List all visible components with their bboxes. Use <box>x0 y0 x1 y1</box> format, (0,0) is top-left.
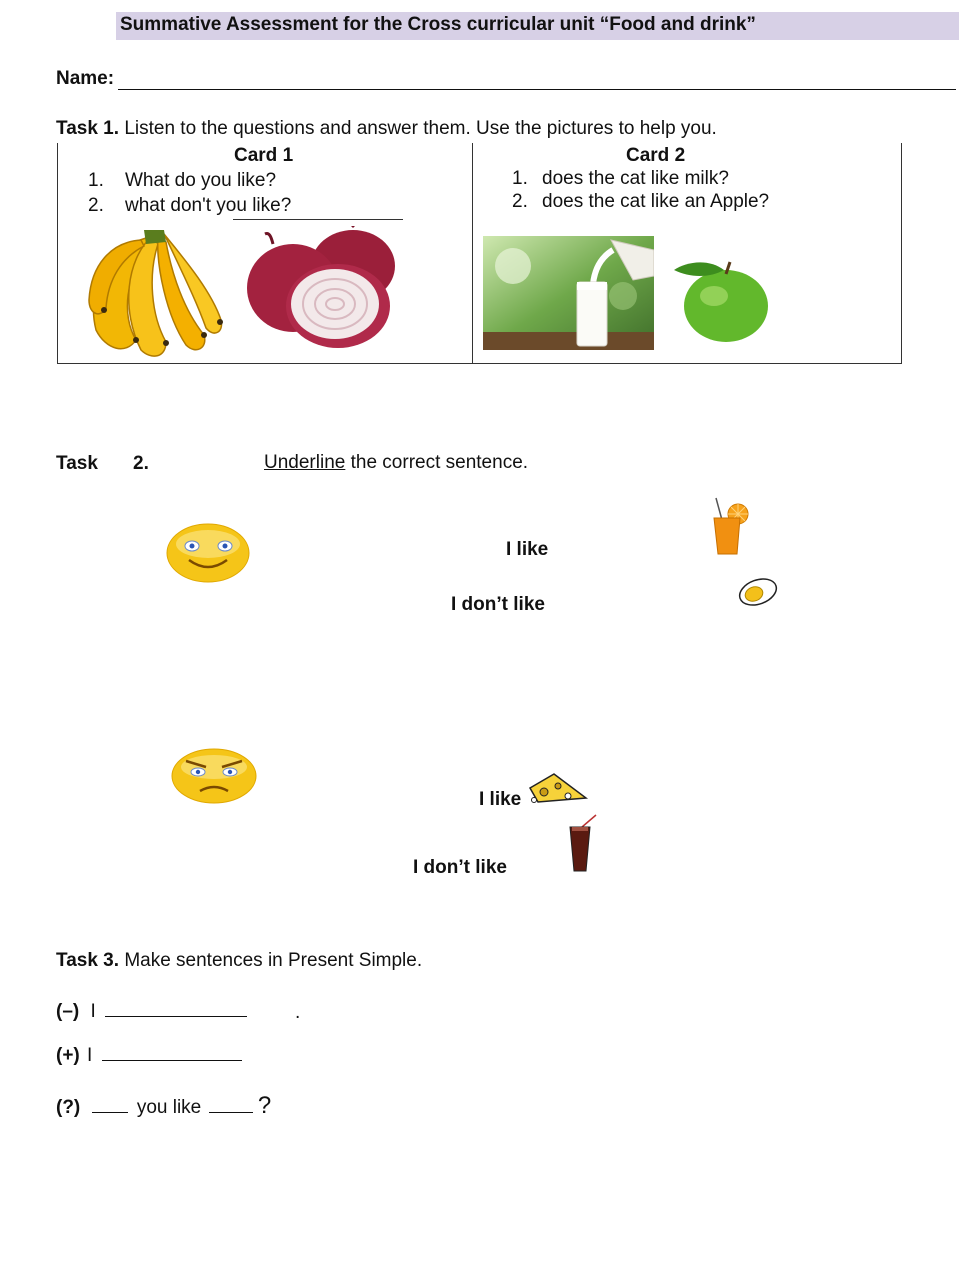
card2-q2: does the cat like an Apple? <box>542 191 770 212</box>
happy-face-icon <box>165 522 251 584</box>
positive-pronoun: I <box>87 1045 93 1066</box>
task3-positive-row <box>56 1044 242 1067</box>
task2-option-3[interactable]: I like <box>479 789 522 810</box>
name-input-line[interactable] <box>118 89 956 90</box>
task3-heading <box>56 950 422 972</box>
cheese-icon <box>528 770 590 806</box>
cola-glass-icon <box>566 813 602 875</box>
banana-bunch-image <box>86 220 226 362</box>
task1-instruction: Listen to the questions and answer them. Use the pictures to help you. <box>124 118 717 139</box>
orange-juice-icon <box>710 496 752 556</box>
milk-image <box>483 236 654 350</box>
task3-negative-row <box>56 1000 247 1023</box>
task3-label: Task 3. <box>56 950 120 971</box>
card2-q2-number: 2. <box>512 191 528 212</box>
positive-answer-blank[interactable] <box>102 1044 242 1061</box>
card2-title: Card 2 <box>626 145 686 166</box>
task2-option-1[interactable]: I like <box>506 539 549 560</box>
negative-pronoun: I <box>90 1001 96 1022</box>
negative-prefix: (–) <box>56 1001 80 1022</box>
card2-q1: does the cat like milk? <box>542 168 729 189</box>
question-object-blank[interactable] <box>209 1096 253 1113</box>
card1-q2: what don't you like? <box>125 195 292 216</box>
task2-label: Task <box>56 453 98 474</box>
card1-underline <box>233 219 403 220</box>
unhappy-face-icon <box>170 747 258 805</box>
card1-q1: What do you like? <box>125 170 277 191</box>
task1-heading <box>56 118 717 140</box>
task2-option-2[interactable]: I don’t like <box>451 594 545 615</box>
card1-title: Card 1 <box>234 145 294 166</box>
positive-prefix: (+) <box>56 1045 80 1066</box>
task1-label: Task 1. <box>56 118 120 139</box>
task2-option-4[interactable]: I don’t like <box>413 857 507 878</box>
question-words: you like <box>136 1097 202 1118</box>
task2-instruction <box>264 452 528 474</box>
task2-number: 2. <box>133 453 149 474</box>
task2-instruction-rest: the correct sentence. <box>350 452 529 473</box>
question-aux-blank[interactable] <box>92 1096 128 1113</box>
task2-underline-word: Underline <box>264 452 346 473</box>
name-label: Name: <box>56 68 115 89</box>
onion-image <box>243 226 398 352</box>
boiled-egg-icon <box>736 576 780 608</box>
question-prefix: (?) <box>56 1097 81 1118</box>
task3-instruction: Make sentences in Present Simple. <box>124 950 423 971</box>
negative-answer-blank[interactable] <box>105 1000 247 1017</box>
task3-question-row <box>56 1092 271 1120</box>
question-mark: ? <box>257 1092 272 1119</box>
card1-q2-number: 2. <box>88 195 104 216</box>
negative-period: . <box>295 1002 301 1023</box>
card2-q1-number: 1. <box>512 168 528 189</box>
green-apple-image <box>668 256 772 342</box>
page-title: Summative Assessment for the Cross curricular unit “Food and drink” <box>120 14 756 35</box>
cards-divider <box>472 143 473 364</box>
card1-q1-number: 1. <box>88 170 104 191</box>
